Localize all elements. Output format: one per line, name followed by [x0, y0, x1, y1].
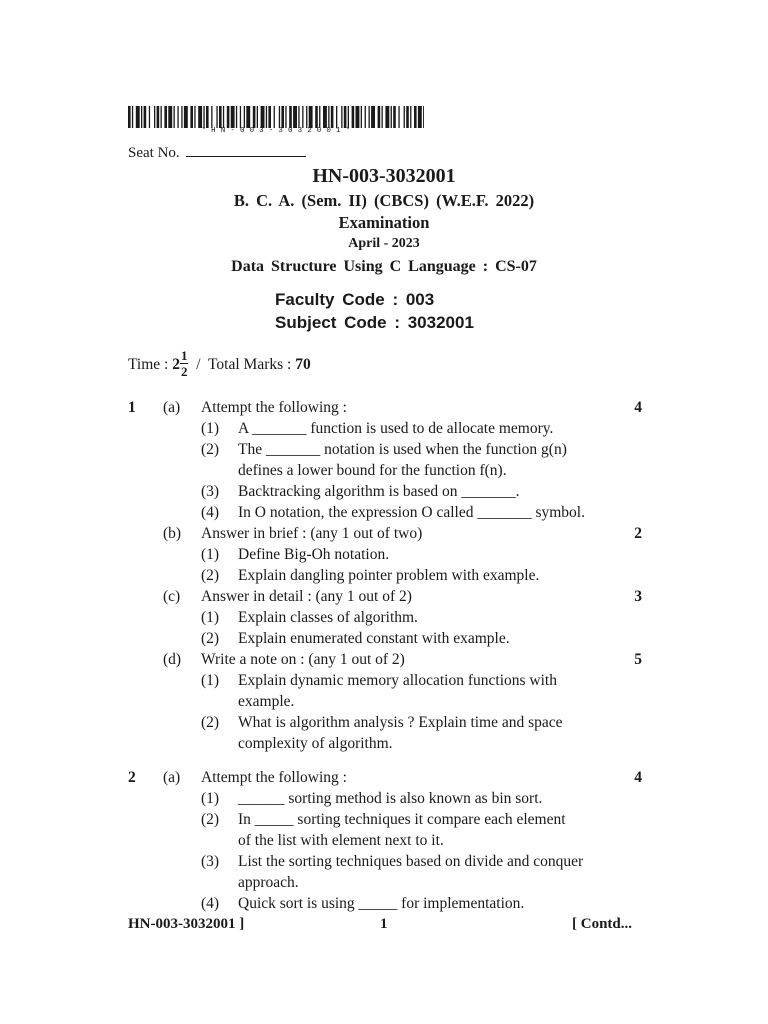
sub-question-number: (1) [201, 420, 220, 437]
question-part-label: (c) [163, 588, 181, 605]
continued-note: [ Contd... [572, 916, 633, 932]
barcode-bar [281, 106, 284, 128]
sub-question-text: Explain dynamic memory allocation functions with [238, 672, 557, 689]
barcode-bar [236, 106, 237, 128]
barcode-bar [410, 106, 411, 128]
barcode-bar [356, 106, 360, 128]
sub-question-text: Define Big-Oh notation. [238, 546, 390, 563]
barcode-bar [365, 106, 366, 128]
question-part-text: Attempt the following : [201, 399, 347, 416]
time-whole: 2 [172, 356, 180, 374]
marks: 2 [634, 525, 642, 542]
barcode-bar [184, 106, 188, 128]
barcode-bar [132, 106, 133, 128]
barcode-bar [168, 106, 172, 128]
marks: 4 [634, 399, 642, 416]
barcode-bar [298, 106, 299, 128]
barcode-bar [289, 106, 292, 128]
exam-month: April - 2023 [348, 236, 420, 251]
sub-question-text: A _______ function is used to de allocate memory. [238, 420, 554, 437]
sub-question-text: Backtracking algorithm is based on _______. [238, 483, 520, 500]
barcode-bar [361, 106, 362, 128]
seat-number-blank [186, 144, 306, 157]
barcode-bar [315, 106, 318, 128]
question-part-label: (a) [163, 399, 181, 416]
barcode-bar [181, 106, 182, 128]
sub-question-text: approach. [238, 874, 299, 891]
barcode-bar [257, 106, 258, 128]
barcode-bar [348, 106, 349, 128]
barcode-bar [391, 106, 392, 128]
barcode-bar [157, 106, 160, 128]
sub-question-text: complexity of algorithm. [238, 735, 393, 752]
sub-question-number: (2) [201, 630, 220, 647]
sub-question-number: (4) [201, 504, 220, 521]
barcode-bar [352, 106, 355, 128]
question-part-label: (d) [163, 651, 182, 668]
barcode-bar [136, 106, 140, 128]
question-part-text: Answer in detail : (any 1 out of 2) [201, 588, 412, 605]
sub-question-number: (3) [201, 483, 220, 500]
barcode-bar [206, 106, 209, 128]
barcode-bar [240, 106, 241, 128]
sub-question-text: of the list with element next to it. [238, 832, 444, 849]
course-title: B. C. A. (Sem. II) (CBCS) (W.E.F. 2022) [233, 191, 535, 210]
barcode-bar [404, 106, 405, 128]
barcode-bar [246, 106, 250, 128]
barcode-bar [309, 106, 313, 128]
sub-question-text: example. [238, 693, 295, 710]
barcode-bar [414, 106, 417, 128]
barcode-bar [302, 106, 303, 128]
barcode-bar [128, 106, 131, 128]
sub-question-text: Explain classes of algorithm. [238, 609, 418, 626]
barcode-bar [231, 106, 235, 128]
question-number: 1 [128, 399, 136, 416]
sub-question-number: (2) [201, 714, 220, 731]
seat-label: Seat No. [128, 145, 180, 161]
barcode-bar [385, 106, 389, 128]
time-fraction [180, 348, 189, 379]
barcode-bar [244, 106, 245, 128]
question-part-label: (b) [163, 525, 182, 542]
barcode-bar [144, 106, 147, 128]
barcode-bar [211, 106, 212, 128]
barcode-bar [423, 106, 424, 128]
barcode-bar [198, 106, 202, 128]
sub-question-text: defines a lower bound for the function f(n). [238, 462, 507, 479]
barcode-bar [266, 106, 267, 128]
sub-question-text: In O notation, the expression O called _______ symbol. [238, 504, 585, 521]
barcode-bar [268, 106, 271, 128]
barcode-bar [177, 106, 178, 128]
barcode-bar [369, 106, 370, 128]
sub-question-text: List the sorting techniques based on divide and conquer [238, 853, 584, 870]
sub-question-number: (1) [201, 546, 220, 563]
barcode-bar [398, 106, 399, 128]
sub-question-number: (1) [201, 609, 220, 626]
barcode-bar [154, 106, 155, 128]
sub-question-number: (2) [201, 811, 220, 828]
sub-question-text: ______ sorting method is also known as bin sort. [238, 790, 543, 807]
total-marks-label: Total Marks : [208, 356, 292, 374]
barcode-bar [203, 106, 204, 128]
faculty-code: Faculty Code : 003 [275, 290, 435, 309]
time-separator: / [196, 356, 201, 374]
total-marks-value: 70 [295, 356, 311, 374]
page-number: 1 [380, 916, 388, 932]
question-part-text: Write a note on : (any 1 out of 2) [201, 651, 405, 668]
time-label: Time : [128, 356, 169, 374]
sub-question-text: Explain enumerated constant with example. [238, 630, 510, 647]
barcode-text: * H N - 0 0 3 - 3 0 3 2 0 0 1 * [201, 127, 351, 135]
time-denominator: 2 [180, 364, 188, 379]
barcode-bar [274, 106, 275, 128]
barcode-bar [279, 106, 280, 128]
barcode-bar [261, 106, 265, 128]
question-part-text: Answer in brief : (any 1 out of two) [201, 525, 423, 542]
sub-question-number: (1) [201, 790, 220, 807]
barcode-bar [253, 106, 256, 128]
seat-number [128, 144, 306, 162]
barcode-bar [190, 106, 193, 128]
barcode-bar [164, 106, 167, 128]
barcode-bar [418, 106, 422, 128]
barcode-bar [219, 106, 222, 128]
barcode-bar [341, 106, 342, 128]
barcode-bar [319, 106, 320, 128]
sub-question-text: Quick sort is using _____ for implementation. [238, 895, 525, 912]
question-part-label: (a) [163, 769, 181, 786]
barcode-bar [344, 106, 347, 128]
barcode-bar [149, 106, 150, 128]
barcode-bar [194, 106, 195, 128]
subject-code: Subject Code : 3032001 [275, 313, 474, 332]
sub-question-number: (3) [201, 853, 220, 870]
barcode-bar [161, 106, 162, 128]
exam-title: Examination [338, 213, 430, 232]
sub-question-number: (2) [201, 441, 220, 458]
time-marks-line [128, 348, 311, 388]
footer-paper-code: HN-003-3032001 ] [128, 916, 245, 932]
subject-title: Data Structure Using C Language : CS-07 [231, 258, 537, 275]
barcode-bar [223, 106, 224, 128]
sub-question-text: In _____ sorting techniques it compare each element [238, 811, 566, 828]
sub-question-number: (1) [201, 672, 220, 689]
barcode-bar [382, 106, 383, 128]
barcode-bar [336, 106, 337, 128]
marks: 4 [634, 769, 642, 786]
barcode-bar [323, 106, 327, 128]
barcode-bar [378, 106, 381, 128]
barcode-bar [393, 106, 396, 128]
barcode-bar [227, 106, 230, 128]
barcode-bar [306, 106, 307, 128]
sub-question-text: The _______ notation is used when the function g(n) [238, 441, 567, 458]
barcode-bar [216, 106, 217, 128]
question-number: 2 [128, 769, 136, 786]
barcode-bar [371, 106, 375, 128]
barcode-bar [174, 106, 175, 128]
barcode-bar [141, 106, 142, 128]
marks: 3 [634, 588, 642, 605]
sub-question-text: Explain dangling pointer problem with example. [238, 567, 540, 584]
barcode-bar [331, 106, 334, 128]
sub-question-number: (2) [201, 567, 220, 584]
marks: 5 [634, 651, 642, 668]
barcode-bar [285, 106, 286, 128]
barcode [128, 106, 424, 128]
barcode-bar [328, 106, 329, 128]
barcode-bar [406, 106, 409, 128]
sub-question-text: What is algorithm analysis ? Explain time and space [238, 714, 563, 731]
question-part-text: Attempt the following : [201, 769, 347, 786]
sub-question-number: (4) [201, 895, 220, 912]
paper-code: HN-003-3032001 [312, 165, 456, 187]
barcode-bar [293, 106, 297, 128]
time-numerator: 1 [180, 348, 188, 363]
